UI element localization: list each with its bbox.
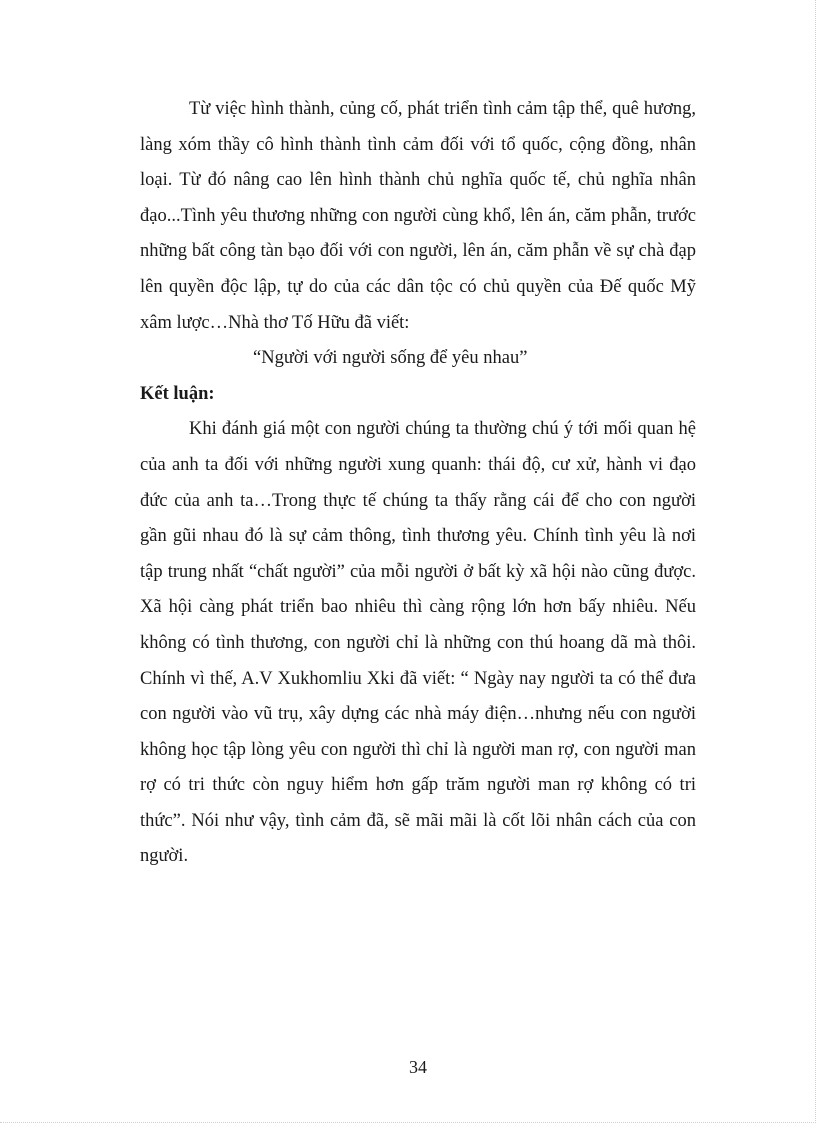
conclusion-heading: Kết luận: [140,383,215,404]
body-paragraph-1: Từ việc hình thành, củng cố, phát triển tình cảm tập thể, quê hương, làng xóm thầy cô hình thành tình cảm đối với tổ quốc, cộng đồng, nhân loại. Từ đó nâng cao lên hình thành chủ nghĩa quốc tế, chủ nghĩa nhân đạo...Tình yêu thương những con người cùng khổ, lên án, căm phẫn, trước những bất công tàn bạo đối với con người, lên án, căm phẫn về sự chà đạp lên quyền độc lập, tự do của các dân tộc có chủ quyền của Đế quốc Mỹ xâm lược…Nhà thơ Tố Hữu đã viết: [140,99,696,333]
conclusion-paragraph: Khi đánh giá một con người chúng ta thường chú ý tới mối quan hệ của anh ta đối với những người xung quanh: thái độ, cư xử, hành vi đạo đức của anh ta…Trong thực tế chúng ta thấy rằng cái để cho con người gần gũi nhau đó là sự cảm thông, tình thương yêu. Chính tình yêu là nơi tập trung nhất “chất người” của mỗi người ở bất kỳ xã hội nào cũng được. Xã hội càng phát triển bao nhiêu thì càng rộng lớn hơn bấy nhiêu. Nếu không có tình thương, con người chỉ là những con thú hoang dã mà thôi. Chính vì thế, A.V Xukhomliu Xki đã viết: “ Ngày nay người ta có thể đưa con người vào vũ trụ, xây dựng các nhà máy điện…nhưng nếu con người không học tập lòng yêu con người thì chỉ là người man rợ, con người man rợ có tri thức còn nguy hiểm hơn gấp trăm người man rợ không có tri thức”. Nói như vậy, tình cảm đã, sẽ mãi mãi là cốt lõi nhân cách của con người. [140,419,696,867]
page-body [140,92,696,875]
poem-quote: “Người với người sống để yêu nhau” [253,348,528,369]
page-number: 34 [409,1057,427,1077]
